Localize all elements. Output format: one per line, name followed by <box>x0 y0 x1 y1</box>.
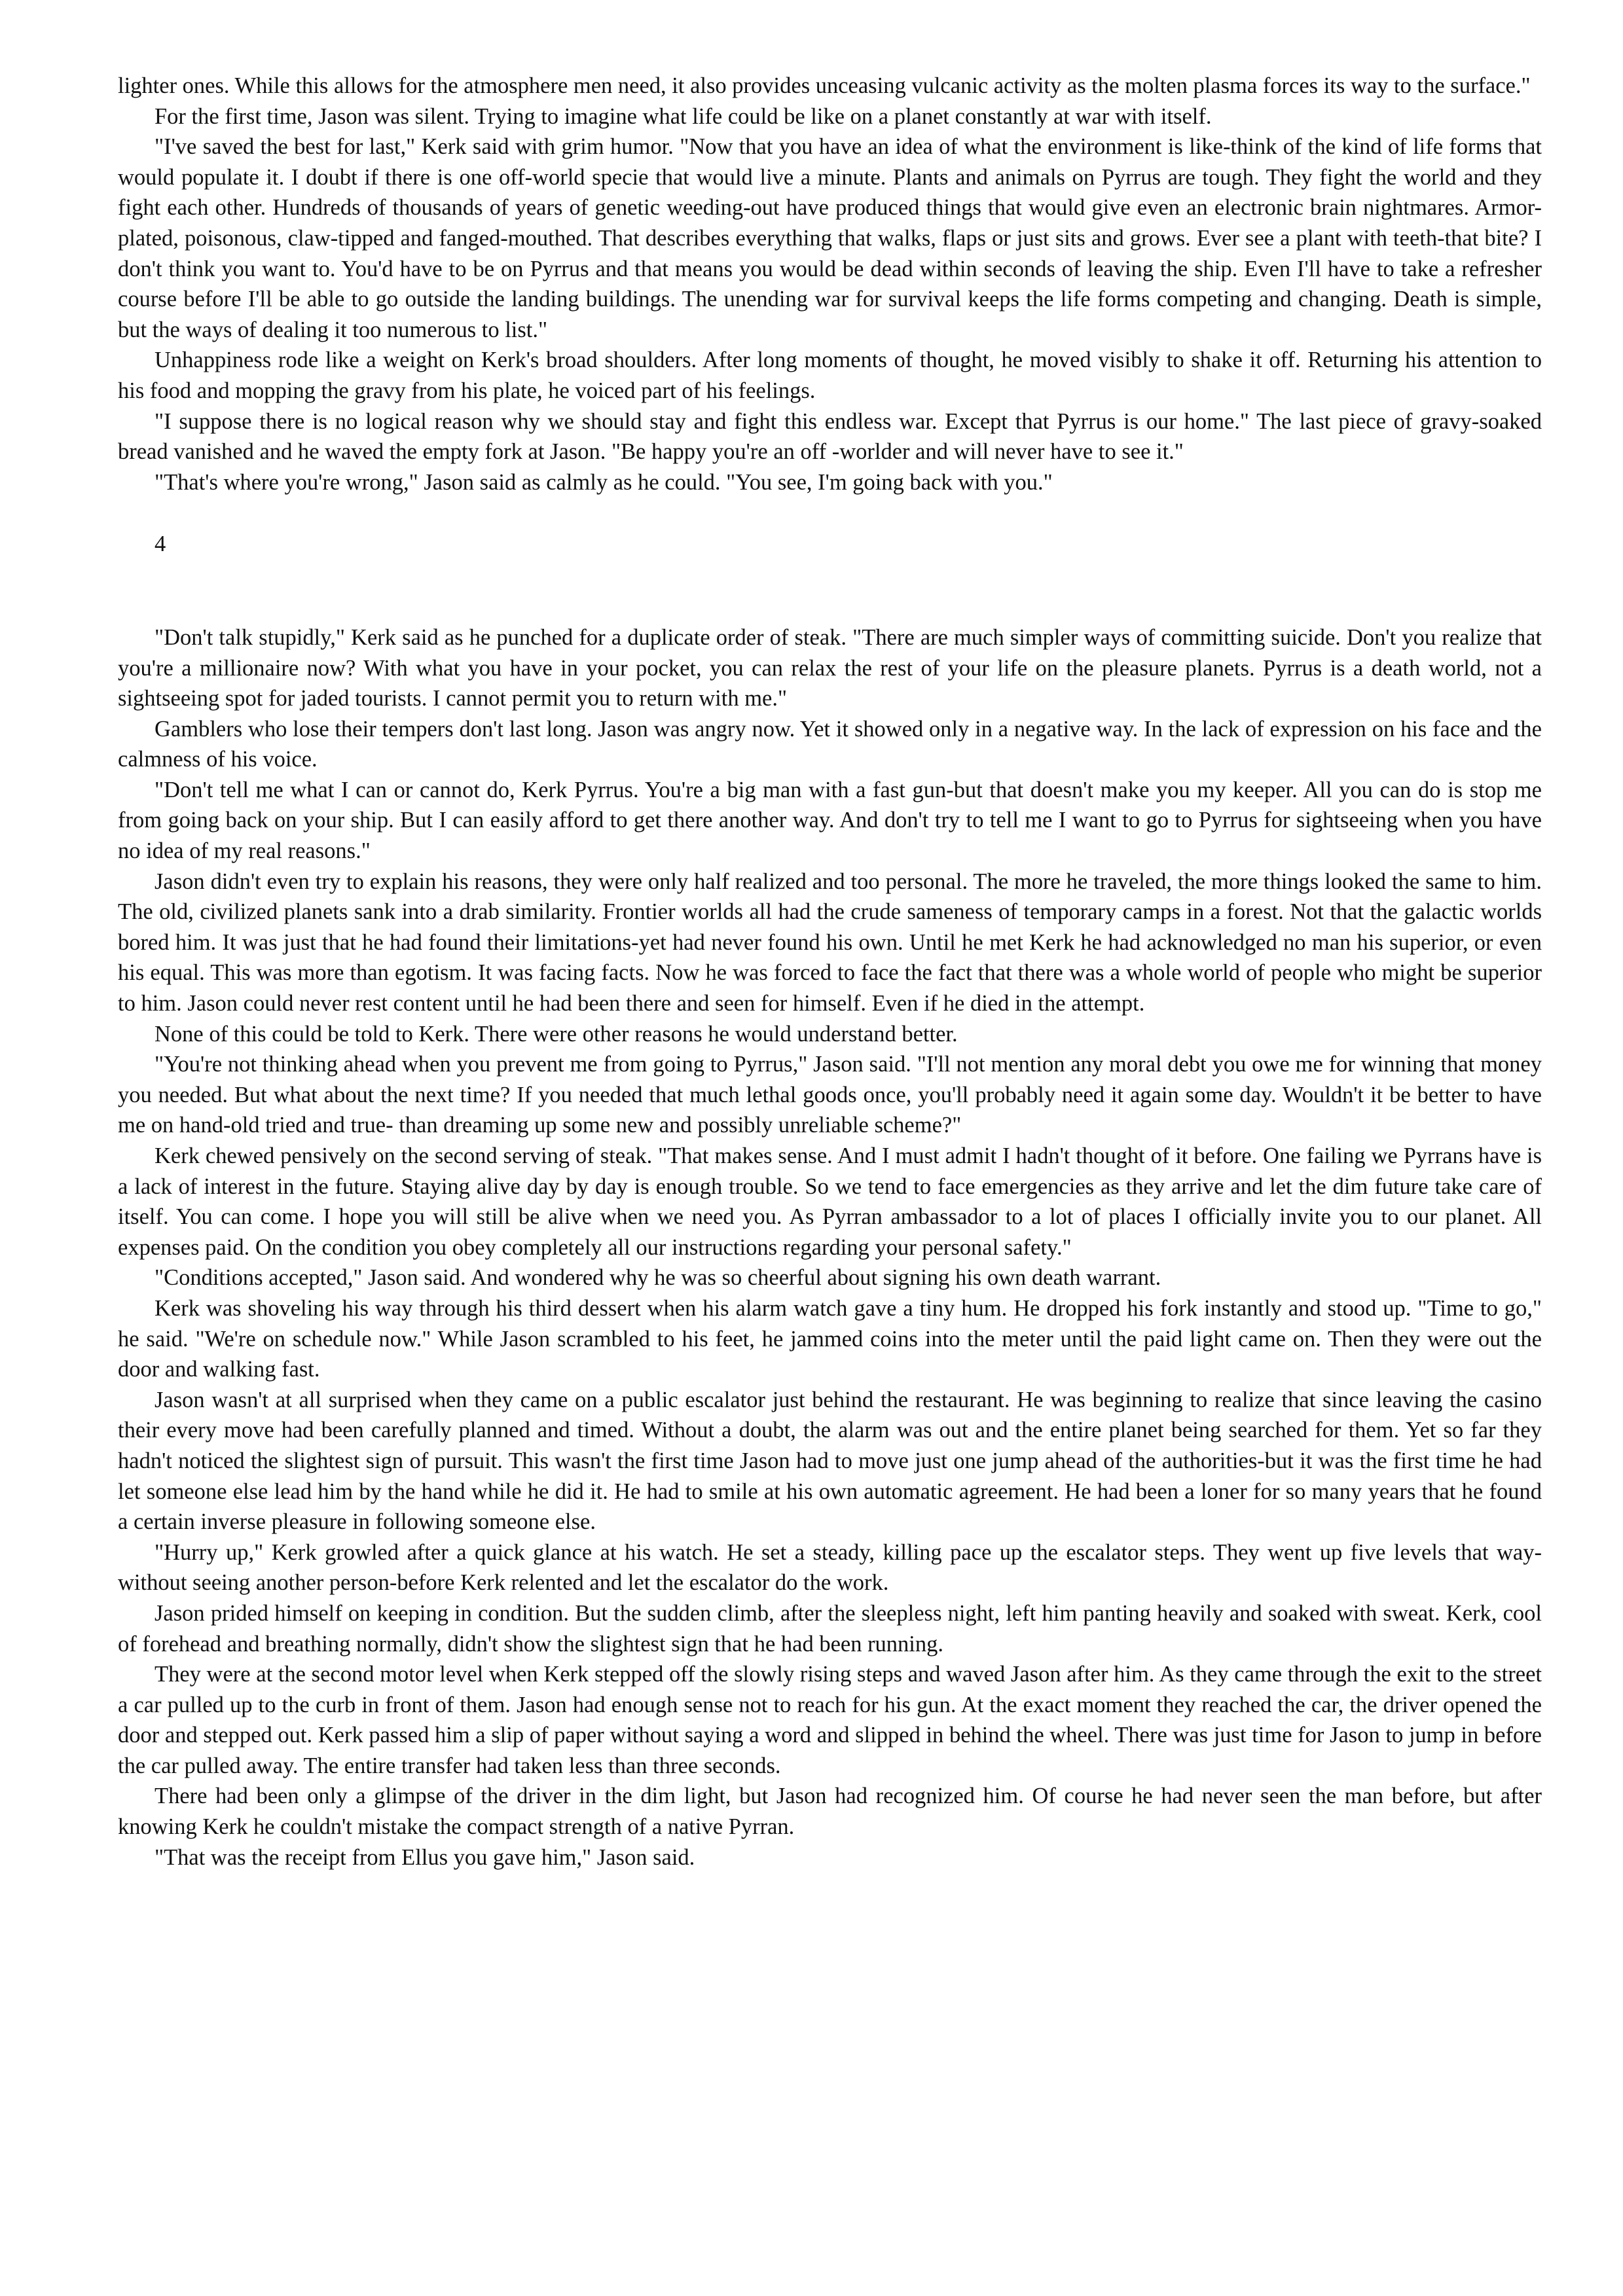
paragraph: For the first time, Jason was silent. Trying to imagine what life could be like on a planet constantly at war with itself. <box>155 103 1212 129</box>
paragraph: "Don't tell me what I can or cannot do, Kerk Pyrrus. You're a big man with a fast gun-but that doesn't make you my keeper. All you can do is stop me from going back on your ship. But I can easily afford to get there another way. And don't try to tell me I want to go to Pyrrus for sightseeing when you have no idea of my real reasons." <box>118 777 1542 864</box>
paragraph: There had been only a glimpse of the driver in the dim light, but Jason had recognized him. Of course he had never seen the man before, but after knowing Kerk he couldn't mistake the compact strength of a native Pyrran. <box>118 1784 1542 1840</box>
paragraph: Jason didn't even try to explain his reasons, they were only half realized and too personal. The more he traveled, the more things looked the same to him. The old, civilized planets sank into a drab similarity. Frontier worlds all had the crude sameness of temporary camps in a forest. Not that the galactic worlds bored him. It was just that he had found their limitations-yet had never found his own. Until he met Kerk he had acknowledged no man his superior, or even his equal. This was more than egotism. It was facing facts. Now he was forced to face the fact that there was a whole world of people who might be superior to him. Jason could never rest content until he had been there and seen for himself. Even if he died in the attempt. <box>118 869 1542 1016</box>
paragraph: "I suppose there is no logical reason why we should stay and fight this endless war. Except that Pyrrus is our home." The last piece of gravy-soaked bread vanished and he waved the empty fork at Jason. "Be happy you're an off -worlder and will never have to see it." <box>118 408 1542 465</box>
paragraph: "Conditions accepted," Jason said. And wondered why he was so cheerful about signing his own death warrant. <box>155 1265 1161 1291</box>
paragraph: "Don't talk stupidly," Kerk said as he punched for a duplicate order of steak. "There are much simpler ways of committing suicide. Don't you realize that you're a millionaire now? With what you have in your pocket, you can relax the rest of your life on the pleasure planets. Pyrrus is a death world, not a sightseeing spot for jaded tourists. I cannot permit you to return with me." <box>118 624 1542 711</box>
paragraph: Jason prided himself on keeping in condition. But the sudden climb, after the sleepless night, left him panting heavily and soaked with sweat. Kerk, cool of forehead and breathing normally, didn't show the slightest sign that he had been running. <box>118 1600 1542 1657</box>
paragraph: "Hurry up," Kerk growled after a quick glance at his watch. He set a steady, killing pace up the escalator steps. They went up five levels that way-without seeing another person-before Kerk relented and let the escalator do the work. <box>118 1539 1542 1596</box>
paragraph: Jason wasn't at all surprised when they came on a public escalator just behind the restaurant. He was beginning to realize that since leaving the casino their every move had been carefully planned and timed. Without a doubt, the alarm was out and the entire planet being searched for them. Yet so far they hadn't noticed the slightest sign of pursuit. This wasn't the first time Jason had to move just one jump ahead of the authorities-but it was the first time he had let someone else lead him by the hand while he did it. He had to smile at his own automatic agreement. He had been a loner for so many years that he found a certain inverse pleasure in following someone else. <box>118 1387 1542 1535</box>
chapter-number: 4 <box>155 531 166 557</box>
paragraph-continued: lighter ones. While this allows for the atmosphere men need, it also provides unceasing vulcanic activity as the molten plasma forces its way to the surface." <box>118 73 1531 98</box>
paragraph: None of this could be told to Kerk. There were other reasons he would understand better. <box>155 1021 958 1047</box>
paragraph: "I've saved the best for last," Kerk said with grim humor. "Now that you have an idea of what the environment is like-think of the kind of life forms that would populate it. I doubt if there is one off-world specie that would live a minute. Plants and animals on Pyrrus are tough. They fight the world and they fight each other. Hundreds of thousands of years of genetic weeding-out have produced things that would give even an electronic brain nightmares. Armor-plated, poisonous, claw-tipped and fanged-mouthed. That describes everything that walks, flaps or just sits and grows. Ever see a plant with teeth-that bite? I don't think you want to. You'd have to be on Pyrrus and that means you would be dead within seconds of leaving the ship. Even I'll have to take a refresher course before I'll be able to go outside the landing buildings. The unending war for survival keeps the life forms competing and changing. Death is simple, but the ways of dealing it too numerous to list." <box>118 134 1542 342</box>
paragraph: They were at the second motor level when Kerk stepped off the slowly rising steps and waved Jason after him. As they came through the exit to the street a car pulled up to the curb in front of them. Jason had enough sense not to reach for his gun. At the exact moment they reached the car, the driver opened the door and stepped out. Kerk passed him a slip of paper without saying a word and slipped in behind the wheel. There was just time for Jason to jump in before the car pulled away. The entire transfer had taken less than three seconds. <box>118 1662 1542 1778</box>
paragraph: Kerk was shoveling his way through his third dessert when his alarm watch gave a tiny hum. He dropped his fork instantly and stood up. "Time to go," he said. "We're on schedule now." While Jason scrambled to his feet, he jammed coins into the meter until the paid light came on. Then they were out the door and walking fast. <box>118 1295 1542 1382</box>
paragraph: Kerk chewed pensively on the second serving of steak. "That makes sense. And I must admit I hadn't thought of it before. One failing we Pyrrans have is a lack of interest in the future. Staying alive day by day is enough trouble. So we tend to face emergencies as they arrive and let the dim future take care of itself. You can come. I hope you will still be alive when we need you. As Pyrran ambassador to a lot of places I officially invite you to our planet. All expenses paid. On the condition you obey completely all our instructions regarding your personal safety." <box>118 1143 1542 1260</box>
paragraph: Unhappiness rode like a weight on Kerk's broad shoulders. After long moments of thought, he moved visibly to shake it off. Returning his attention to his food and mopping the gravy from his plate, he voiced part of his feelings. <box>118 348 1542 403</box>
paragraph: "That's where you're wrong," Jason said as calmly as he could. "You see, I'm going back with you." <box>155 469 1053 495</box>
paragraph: "You're not thinking ahead when you prevent me from going to Pyrrus," Jason said. "I'll not mention any moral debt you owe me for winning that money you needed. But what about the next time? If you needed that much lethal goods once, you'll probably need it again some day. Wouldn't it be better to have me on hand-old tried and true- than dreaming up some new and possibly unreliable scheme?" <box>118 1052 1542 1138</box>
paragraph: Gamblers who lose their tempers don't last long. Jason was angry now. Yet it showed only in a negative way. In the lack of expression on his face and the calmness of his voice. <box>118 716 1542 772</box>
paragraph: "That was the receipt from Ellus you gave him," Jason said. <box>155 1844 695 1870</box>
